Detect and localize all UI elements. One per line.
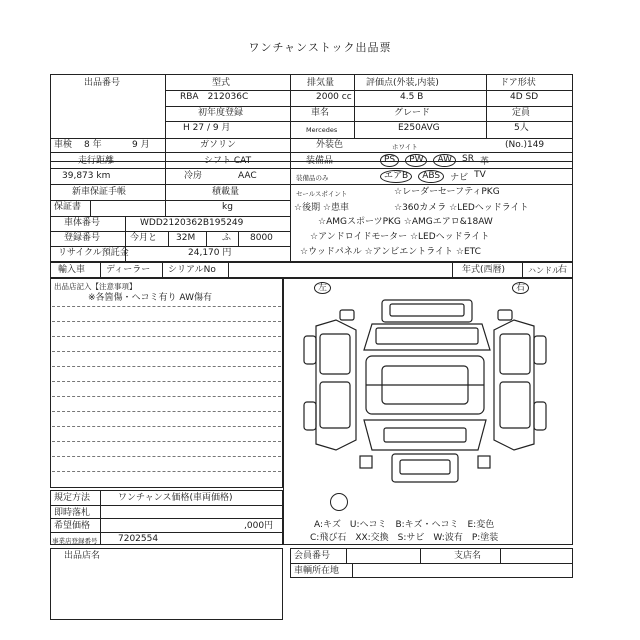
displacement-label: 排気量 [307,78,335,88]
right-mirror [498,310,512,320]
bid-method-label: 規定方法 [54,493,91,503]
store-no-value: 7202554 [118,534,159,544]
equip-aw: AW [433,154,456,167]
model-year-label: 年式(西暦) [462,265,506,275]
marker-circle [330,493,348,511]
acc-tv: TV [474,170,486,180]
recycle-value: 24,170 円 [188,248,232,258]
chassis-label: 車体番号 [64,218,101,228]
displacement-value: 2000 cc [316,92,352,102]
reg-area: 今月と [130,233,158,243]
handle-side: 右 [558,265,568,275]
first-reg-label: 初年度登録 [198,108,244,118]
parking-label: 車輌所在地 [294,566,340,576]
car-name-label: 車名 [311,108,330,118]
wheel-fr [534,336,546,364]
ext-color-code: ホワイト [392,143,418,151]
car-name-value: Mercedes [306,126,338,134]
capacity-label: 定員 [512,108,531,118]
grade-label: グレード [394,108,431,118]
door-shape-value: 4D SD [510,92,539,102]
car-roof [382,300,472,322]
equip-ps: PS [380,154,399,167]
wheel-rr [534,402,546,430]
capacity-value: 5人 [514,123,529,133]
max-load-unit: kg [222,202,233,212]
mileage-value: 39,873 km [62,171,111,181]
right-label: 右 [512,282,529,294]
sales-point-5: ☆アンドロイドモーター ☆LEDヘッドライト [310,232,490,242]
damage-legend-2: C:飛び石 XX:交換 S:サビ W:波有 P:塗装 [310,533,499,543]
damage-legend-1: A:キズ U:ヘコミ B:キズ・ヘコミ E:変色 [314,520,495,530]
maintenance-record: 保証書 [54,202,82,212]
equipment-flags [380,154,489,167]
branch-name-label: 支店名 [454,551,482,561]
shaken-year: 8 年 [84,140,102,150]
reg-class: 32M [176,233,196,243]
handle-label: ハンドル [528,266,560,275]
bid-method-value: ワンチャンス価格(車両価格) [118,493,233,503]
member-no-label: 会員番号 [294,551,331,561]
equip-leather: 革 [480,157,490,167]
ext-color-no: (No.)149 [505,140,545,150]
fuel-value: ガソリン [200,140,237,150]
grade-score-label: 評価点(外装,内装) [366,78,439,88]
chassis-value: WDD2120362B195249 [140,218,244,228]
accessory-flags [380,170,486,183]
mileage-label: 走行距離 [78,156,115,166]
door-shape-label: ドア形状 [500,78,536,88]
equipment-label: 装備品 [306,156,334,166]
reg-no-label: 登録番号 [64,233,101,243]
sales-point-4: ☆AMGスポーツPKG ☆AMGエアロ&18AW [318,217,493,227]
max-load-label: 積載量 [212,187,240,197]
shaken-month: 9 月 [132,140,150,150]
first-reg-value: H 27 / 9 月 [183,123,231,133]
hope-price-label: 希望価格 [54,521,91,531]
store-no-label: 事業店登録番号 [52,537,98,545]
sales-point-label: セールスポイント [296,190,348,198]
ext-color-label: 外装色 [316,140,344,150]
equip-sr: SR [462,154,475,164]
dealer-name-label: 出品店名 [64,551,101,561]
reg-kana: ふ [222,233,232,243]
note-line: ※各箇傷・ヘコミ有り AW傷有 [88,293,212,303]
instant-bid-label: 即時落札 [54,508,91,518]
entry-note-label: 出品店記入【注意事項】 [54,282,137,291]
shift-value: シフト CAT [204,156,252,166]
aircon-value: AAC [238,171,257,181]
page-title: ワンチャンストック出品票 [248,41,392,54]
sales-point-1: ☆レーダーセーフティPKG [394,187,500,197]
aircon-label: 冷房 [184,171,203,181]
acc-abs: ABS [418,170,444,183]
acc-airbag: エアB [380,170,412,183]
wheel-rl [304,402,316,430]
sales-point-6: ☆ウッドパネル ☆アンビエントライト ☆ETC [300,247,481,257]
left-mirror [340,310,354,320]
import-label: 輸入車 [58,265,86,275]
serial-label: シリアルNo [168,265,216,275]
reg-number: 8000 [250,233,273,243]
grade-value: E250AVG [398,123,440,133]
car-trunk [364,420,486,450]
wheel-fl [304,336,316,364]
model-value: RBA 212036C [180,92,249,102]
sales-point-3: ☆360カメラ ☆LEDヘッドライト [394,203,529,213]
equip-pw: PW [405,154,427,167]
model-label: 型式 [212,78,231,88]
car-damage-diagram [300,290,550,490]
lot-no-label: 出品番号 [84,78,121,88]
hope-price-value: ,000円 [244,521,274,531]
import-type: ディーラー [106,265,151,275]
acc-navi: ナビ [450,173,469,183]
car-rear-bumper [392,454,458,482]
recycle-label: リサイクル預託金 [58,248,129,258]
accessories-label: 装備品のみ [296,174,329,182]
grade-score-value: 4.5 B [400,92,424,102]
sales-point-2: ☆後期 ☆患車 [294,203,349,213]
shaken-label: 車検 [54,140,73,150]
left-label: 左 [314,282,331,294]
warranty-label: 新車保証手帳 [72,187,127,197]
